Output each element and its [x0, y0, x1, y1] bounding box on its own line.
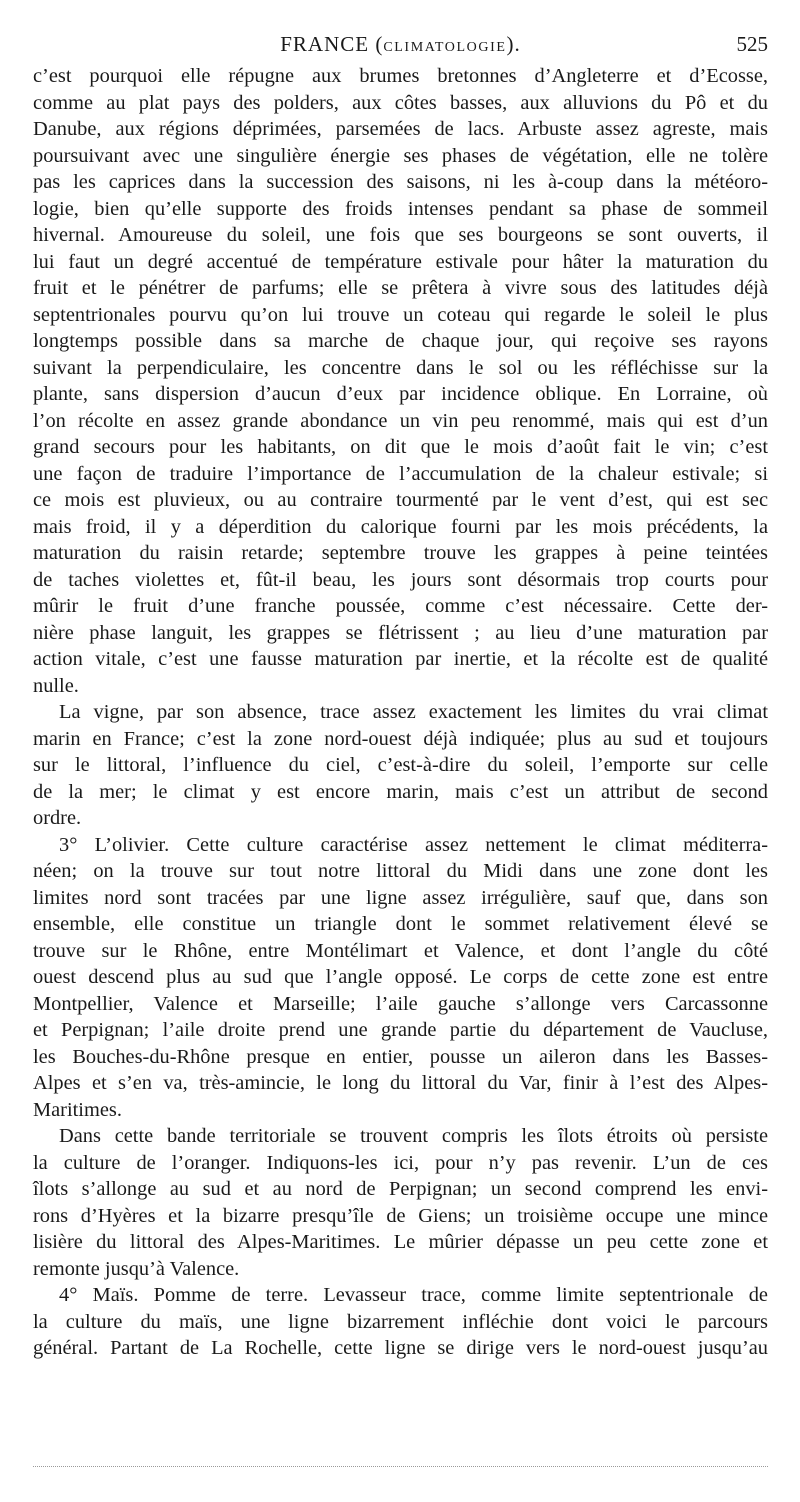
text-line: Danube, aux régions déprimées, parsemées de lacs. Arbuste assez agreste, mais — [33, 118, 768, 140]
page-header — [33, 32, 768, 60]
text-line: comme au plat pays des polders, aux côtes basses, aux alluvions du Pô et du — [33, 91, 768, 114]
text-line: de la mer; le climat y est encore marin, mais c’est un attribut de second — [33, 780, 768, 803]
text-line: septentrionales pourvu qu’on lui trouve un coteau qui regarde le soleil le plus — [33, 303, 768, 326]
running-title-subject: CLIMATOLOGIE — [383, 40, 507, 55]
text-line: de taches violettes et, fût-il beau, les jours sont désormais trop courts pour — [33, 568, 768, 591]
text-line: trouve sur le Rhône, entre Montélimart et Valence, et dont l’angle du côté — [33, 939, 768, 962]
text-line: remonte jusqu’à Valence. — [33, 1257, 240, 1280]
running-title — [33, 32, 768, 57]
text-line: ordre. — [33, 807, 82, 829]
running-title-main: FRANCE ( — [280, 32, 384, 56]
text-line: ouest descend plus au sud que l’angle opposé. Le corps de cette zone est entre — [33, 966, 768, 988]
text-line: les Bouches-du-Rhône presque en entier, pousse un aileron dans les Basses- — [33, 1045, 768, 1068]
text-line: 4° Maïs. Pomme de terre. Levasseur trace, comme limite septentrionale de — [59, 1284, 768, 1306]
text-line: pas les caprices dans la succession des saisons, ni les à-coup dans la météoro- — [33, 171, 768, 193]
text-line: nière phase languit, les grappes se flétrissent ; au lieu d’une maturation par — [33, 621, 768, 644]
text-line: Alpes et s’en va, très-amincie, le long du littoral du Var, finir à l’est des Alpes- — [33, 1072, 768, 1094]
text-line: Maritimes. — [33, 1098, 122, 1121]
text-line: mûrir le fruit d’une franche poussée, comme c’est nécessaire. Cette der- — [33, 595, 768, 617]
text-line: sur le littoral, l’influence du ciel, c’est-à-dire du soleil, l’emporte sur celle — [33, 754, 768, 776]
text-line: une façon de traduire l’importance de l’accumulation de la chaleur estivale; si — [33, 462, 768, 485]
text-line: néen; on la trouve sur tout notre littoral du Midi dans une zone dont les — [33, 860, 768, 882]
page-number: 525 — [736, 32, 768, 56]
text-line: rons d’Hyères et la bizarre presqu’île de Giens; un troisième occupe une mince — [33, 1204, 768, 1227]
text-line: longtemps possible dans sa marche de chaque jour, qui reçoive ses rayons — [33, 330, 768, 352]
text-line: l’on récolte en assez grande abondance un vin peu renommé, mais qui est d’un — [33, 409, 768, 432]
text-line: îlots s’allonge au sud et au nord de Perpignan; un second comprend les envi- — [33, 1178, 768, 1200]
text-line: ce mois est pluvieux, ou au contraire tourmenté par le vent d’est, qui est sec — [33, 489, 768, 511]
text-line: la culture du maïs, une ligne bizarrement infléchie dont voici le parcours — [33, 1310, 768, 1333]
text-line: poursuivant avec une singulière énergie ses phases de végétation, elle ne tolère — [33, 144, 768, 167]
footer-dotted-rule — [33, 1466, 768, 1467]
body-text — [33, 63, 768, 1362]
running-title-close: ). — [506, 32, 521, 56]
text-line: Montpellier, Valence et Marseille; l’aile gauche s’allonge vers Carcassonne — [33, 992, 768, 1015]
text-line: c’est pourquoi elle répugne aux brumes bretonnes d’Angleterre et d’Ecosse, — [33, 65, 768, 87]
text-line: 3° L’olivier. Cette culture caractérise assez nettement le climat méditerra- — [59, 833, 768, 856]
text-line: logie, bien qu’elle supporte des froids intenses pendant sa phase de sommeil — [33, 197, 768, 220]
text-line: Dans cette bande territoriale se trouvent compris les îlots étroits où persiste — [59, 1125, 768, 1147]
text-line: plante, sans dispersion d’aucun d’eux par incidence oblique. En Lorraine, où — [33, 383, 768, 405]
text-line: général. Partant de La Rochelle, cette ligne se dirige vers le nord-ouest jusqu’au — [33, 1337, 768, 1359]
text-line: et Perpignan; l’aile droite prend une grande partie du département de Vaucluse, — [33, 1019, 768, 1041]
text-line: la culture de l’oranger. Indiquons-les ici, pour n’y pas revenir. L’un de ces — [33, 1151, 768, 1174]
text-line: fruit et le pénétrer de parfums; elle se prêtera à vivre sous des latitudes déjà — [33, 277, 768, 299]
text-line: ensemble, elle constitue un triangle dont le sommet relativement élevé se — [33, 913, 768, 935]
text-line: maturation du raisin retarde; septembre trouve les grappes à peine teintées — [33, 542, 768, 564]
text-line: mais froid, il y a déperdition du calorique fourni par les mois précédents, la — [33, 515, 768, 538]
text-line: limites nord sont tracées par une ligne assez irrégulière, sauf que, dans son — [33, 886, 768, 909]
text-line: nulle. — [33, 674, 79, 697]
text-line: action vitale, c’est une fausse maturation par inertie, et la récolte est de qualité — [33, 648, 768, 670]
text-line: grand secours pour les habitants, on dit que le mois d’août fait le vin; c’est — [33, 436, 768, 458]
text-line: lisière du littoral des Alpes-Maritimes. Le mûrier dépasse un peu cette zone et — [33, 1231, 768, 1253]
text-line: suivant la perpendiculaire, les concentre dans le sol ou les réfléchisse sur la — [33, 356, 768, 379]
text-line: lui faut un degré accentué de température estivale pour hâter la maturation du — [33, 250, 768, 273]
text-line: hivernal. Amoureuse du soleil, une fois que ses bourgeons se sont ouverts, il — [33, 224, 768, 246]
text-line: marin en France; c’est la zone nord-ouest déjà indiquée; plus au sud et toujours — [33, 727, 768, 750]
text-line: La vigne, par son absence, trace assez exactement les limites du vrai climat — [59, 701, 768, 723]
